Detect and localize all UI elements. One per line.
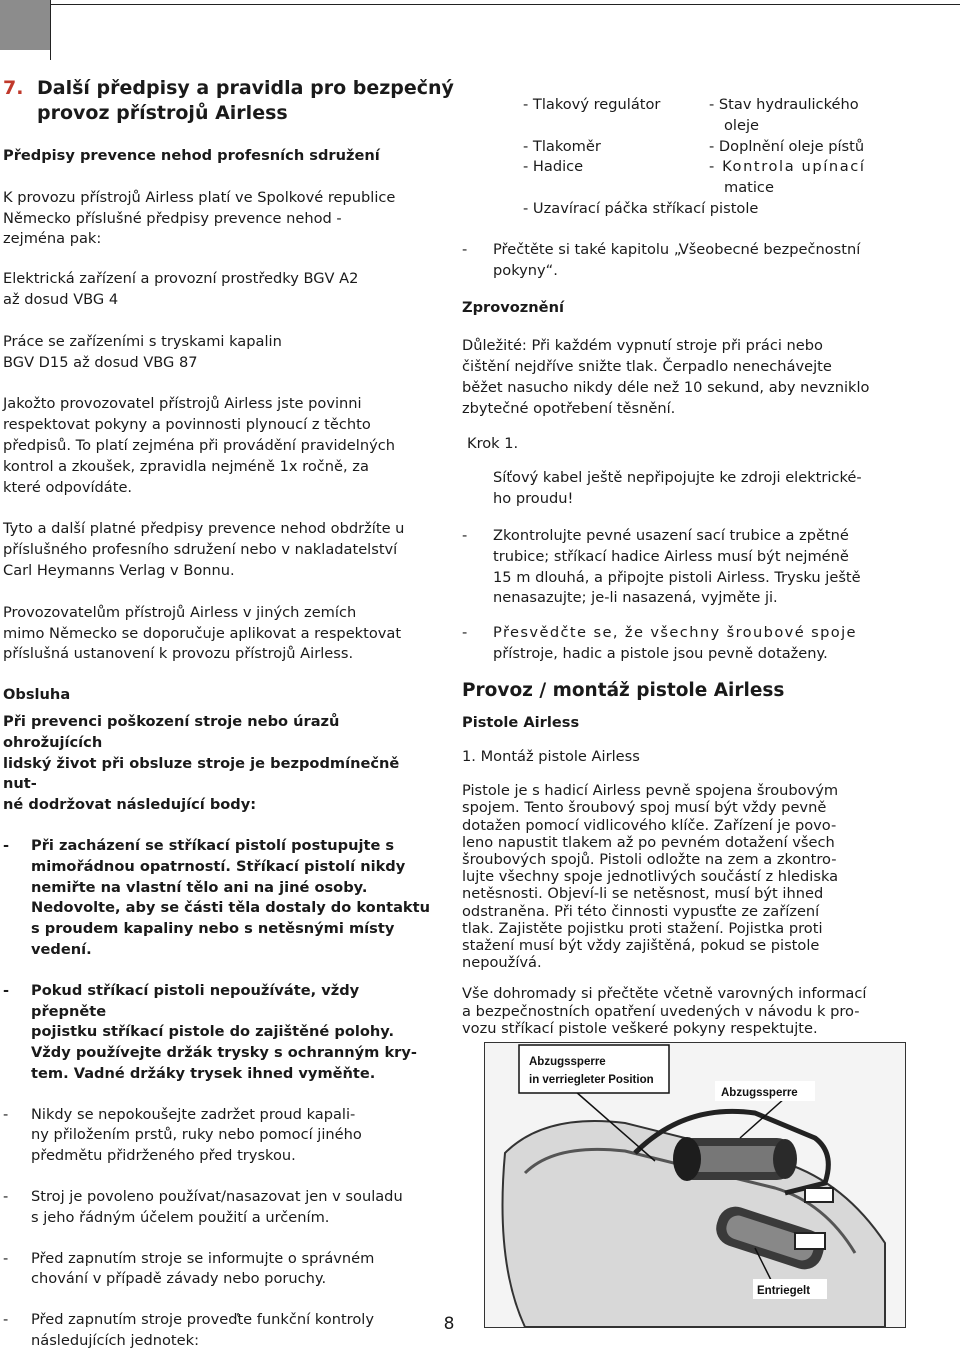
line: šroubových spojů. Pistoli odložte na zem a zkontro- [462,850,837,868]
line: následujících jednotek: [31,1332,199,1350]
line: tem. Vadné držáky trysek ihned vyměňte. [31,1064,376,1082]
line: zbytečné opotřebení těsnění. [462,399,676,417]
top-rule [50,4,960,5]
line: Při prevenci poškození stroje nebo úrazů ohrožujících [3,712,340,751]
line: příslušného profesního sdružení nebo v nakladatelství [3,541,398,559]
spray-gun-figure [484,1042,906,1328]
bullet-text [31,1105,438,1167]
line: a bezpečnostních opatření uvedených v návodu k pro- [462,1002,860,1020]
subhead-gun-mounting: 1. Montáž pistole Airless [462,748,640,766]
dash: - [3,1188,9,1206]
line: pojistku stříkací pistole do zajištěné polohy. [31,1023,395,1041]
line: Přečtěte si také kapitolu „Všeobecné bezpečnostní [493,241,861,258]
line: Jakožto provozovatel přístrojů Airless jste povinni [3,395,362,413]
paragraph-operator-duties [3,394,438,498]
checklist-item: - Tlakoměr [523,137,601,155]
paragraph-bgv-d15 [3,332,438,374]
paragraph-important [462,336,902,419]
paragraph-gun-mounting [462,782,902,971]
line: příslušná ustanovení k provozu přístrojů Airless. [3,645,354,663]
line: Nikdy se nepokoušejte zadržet proud kapali- [31,1105,356,1123]
line: odstraněna. Při této činnosti vypusťte ze zařízení [462,902,820,920]
line: Při zacházení se stříkací pistolí postupujte s [31,836,395,854]
checklist-item: - Uzavírací páčka stříkací pistole [523,199,759,217]
dash: - [3,1249,9,1267]
line: K provozu přístrojů Airless platí ve Spolkové republice [3,188,396,206]
line: které odpovídáte. [3,478,133,496]
line: Carl Heymanns Verlag v Bonnu. [3,561,235,579]
bullet-fault-behaviour [3,1249,438,1291]
line: stažení musí být vždy zajištěná, pokud se pistole [462,936,820,954]
line: tlak. Zajistěte pojistku proti stažení. Pojistka proti [462,919,823,937]
dash: - [3,1311,9,1329]
paragraph-other-countries [3,603,438,665]
bullet-no-fingers [3,1105,438,1167]
checklist-item: - Kontrola upínací [709,158,866,176]
checklist-row [523,95,923,116]
label-locked-line2: in verriegleter Position [529,1074,654,1086]
heading-gun-operation: Provoz / montáž pistole Airless [462,679,785,701]
label-trigger-lock: Abzugssperre [721,1087,798,1099]
dash: - [462,624,468,642]
bullet-read-also [462,240,902,282]
label-locked-line1: Abzugssperre [529,1056,606,1068]
line: Nedovolte, aby se části těla dostaly do kontaktu [31,899,430,917]
line: Důležité: Při každém vypnutí stroje při práci nebo [462,337,823,355]
bullet-function-checks [3,1310,438,1352]
line: Pokud stříkací pistoli nepoužíváte, vždy přepněte [31,981,360,1020]
line: až dosud VBG 4 [3,290,119,308]
bullet-text [31,1187,438,1229]
line: běžet nasucho nikdy déle než 10 sekund, aby nevzniklo [462,378,870,396]
bullet-safety-lock [3,981,438,1085]
section-title [3,76,463,126]
line: ho proudu! [493,490,574,508]
left-column [3,146,438,1352]
line: Před zapnutím stroje proveďte funkční kontroly [31,1311,374,1329]
dash: - [462,526,468,544]
dash: - [3,981,10,999]
subhead-accident-prevention: Předpisy prevence nehod profesních sdružení [3,147,380,164]
checklist-item [523,116,709,137]
line: ny přiložením prstů, ruky nebo pomocí jiného [31,1126,362,1144]
checklist-item: - Stav hydraulického [709,96,859,113]
label-unlocked: Entriegelt [757,1285,811,1297]
section-number: 7. [3,77,24,99]
checklist-row [523,157,923,178]
line: Elektrická zařízení a provozní prostředky BGV A2 [3,270,359,288]
line: nepoužívá. [462,954,542,972]
line: leno napustit tlakem až po pevném dotažení všech [462,833,835,851]
line: Stroj je povoleno používat/nasazovat jen v souladu [31,1188,403,1206]
vertical-rule [50,0,51,60]
paragraph-read-all [462,985,902,1037]
checklist-item [523,178,709,199]
line: s jeho řádným účelem použití a určením. [31,1208,330,1226]
line: předpisů. To platí zejména při provádění pravidelných [3,436,395,454]
line: Přesvědčte se, že všechny šroubové spoje [493,624,857,642]
line: respektovat pokyny a povinnosti plynoucí z těchto [3,416,371,434]
line: mimořádnou opatrností. Stříkací pistolí nikdy [31,857,406,875]
step-1-label: Krok 1. [467,434,519,452]
line: nemiřte na vlastní tělo ani na jiné osoby. [31,878,368,896]
checklist-item: oleje [724,116,759,134]
checklist-item: - Tlakový regulátor [523,96,661,113]
line: Pistole je s hadicí Airless pevně spojena šroubovým [462,782,839,800]
line: BGV D15 až dosud VBG 87 [3,353,198,371]
line: dotažen pomocí vidlicového klíče. Zařízení je povo- [462,816,837,834]
page-number: 8 [443,1314,455,1334]
bullet-text [493,623,902,665]
checklist-row [523,178,923,199]
corner-marker [0,0,50,50]
bullet-text [31,836,438,961]
subhead-operation: Obsluha [3,686,71,704]
line: vedení. [31,940,92,958]
bullet-intended-use [3,1187,438,1229]
checklist-row [523,137,923,158]
line: Před zapnutím stroje se informujte o správném [31,1249,375,1267]
bullet-text [31,981,438,1085]
line: spojem. Tento šroubový spoj musí být vždy pevně [462,799,827,817]
line: Provozovatelům přístrojů Airless v jiných zemích [3,603,357,621]
dash: - [3,1105,9,1123]
line: né dodržovat následující body: [3,796,257,814]
paragraph-cable [462,468,902,510]
line: lidský život při obsluze stroje je bezpodmínečně nut- [3,754,400,793]
line: pokyny“. [493,261,558,279]
subhead-commissioning: Zprovoznění [462,298,564,316]
line: s proudem kapaliny nebo s netěsnými místy [31,920,395,938]
line: kontrol a zkoušek, zpravidla nejméně 1x ročně, za [3,457,369,475]
dash: - [462,241,468,258]
title-line-1: Další předpisy a pravidla pro bezpečný [37,77,454,99]
line: chování v případě závady nebo poruchy. [31,1270,327,1288]
checklist-item: matice [724,179,774,197]
bullet-check-screws [462,623,902,665]
paragraph-obtain-regulations [3,519,438,581]
line: Vždy používejte držák trysky s ochranným kry- [31,1044,417,1062]
line: Práce se zařízeními s tryskami kapalin [3,332,282,350]
spray-gun-illustration [485,1043,905,1327]
line: Tyto a další platné předpisy prevence nehod obdržíte u [3,520,405,538]
bullet-gun-care [3,836,438,961]
paragraph-intro [3,188,438,250]
line: netěsnosti. Objeví-li se netěsnost, musí být ihned [462,885,824,903]
paragraph-bgv-a2 [3,269,438,311]
line: nenasazujte; je-li nasazená, vyjměte ji. [493,589,778,607]
subhead-airless-gun: Pistole Airless [462,713,580,731]
line: 15 m dlouhá, a připojte pistoli Airless. Trysku ještě [493,568,861,586]
line: vozu stříkací pistole veškeré pokyny respektujte. [462,1019,818,1037]
line: zejména pak: [3,230,102,248]
checklist-row [523,116,923,137]
line: předmětu přidrženého před tryskou. [31,1147,296,1165]
bullet-check-hoses [462,526,902,609]
unit-checklist [523,95,923,220]
right-column [462,240,902,1037]
line: přístroje, hadic a pistole jsou pevně dotaženy. [493,644,828,662]
line: Německo příslušné předpisy prevence nehod - [3,209,342,227]
checklist-item: - Hadice [523,158,584,176]
line: trubice; stříkací hadice Airless musí být nejméně [493,547,849,565]
line: lujte všechny spoje jednotlivých součástí z hlediska [462,868,839,886]
checklist-item: - Doplnění oleje pístů [709,137,865,155]
line: Vše dohromady si přečtěte včetně varovných informací [462,985,867,1003]
bullet-text [493,526,902,609]
bullet-text [31,1249,438,1291]
dash: - [3,836,10,854]
line: čištění nejdříve snižte tlak. Čerpadlo nenechávejte [462,358,832,376]
bullet-text [31,1310,438,1352]
paragraph-operation-intro [3,712,438,816]
line: Síťový kabel ještě nepřipojujte ke zdroji elektrické- [493,469,862,487]
line: mimo Německo se doporučuje aplikovat a respektovat [3,624,402,642]
bullet-text [493,240,902,282]
title-line-2: provoz přístrojů Airless [37,102,288,124]
line: Zkontrolujte pevné usazení sací trubice a zpětné [493,526,849,544]
